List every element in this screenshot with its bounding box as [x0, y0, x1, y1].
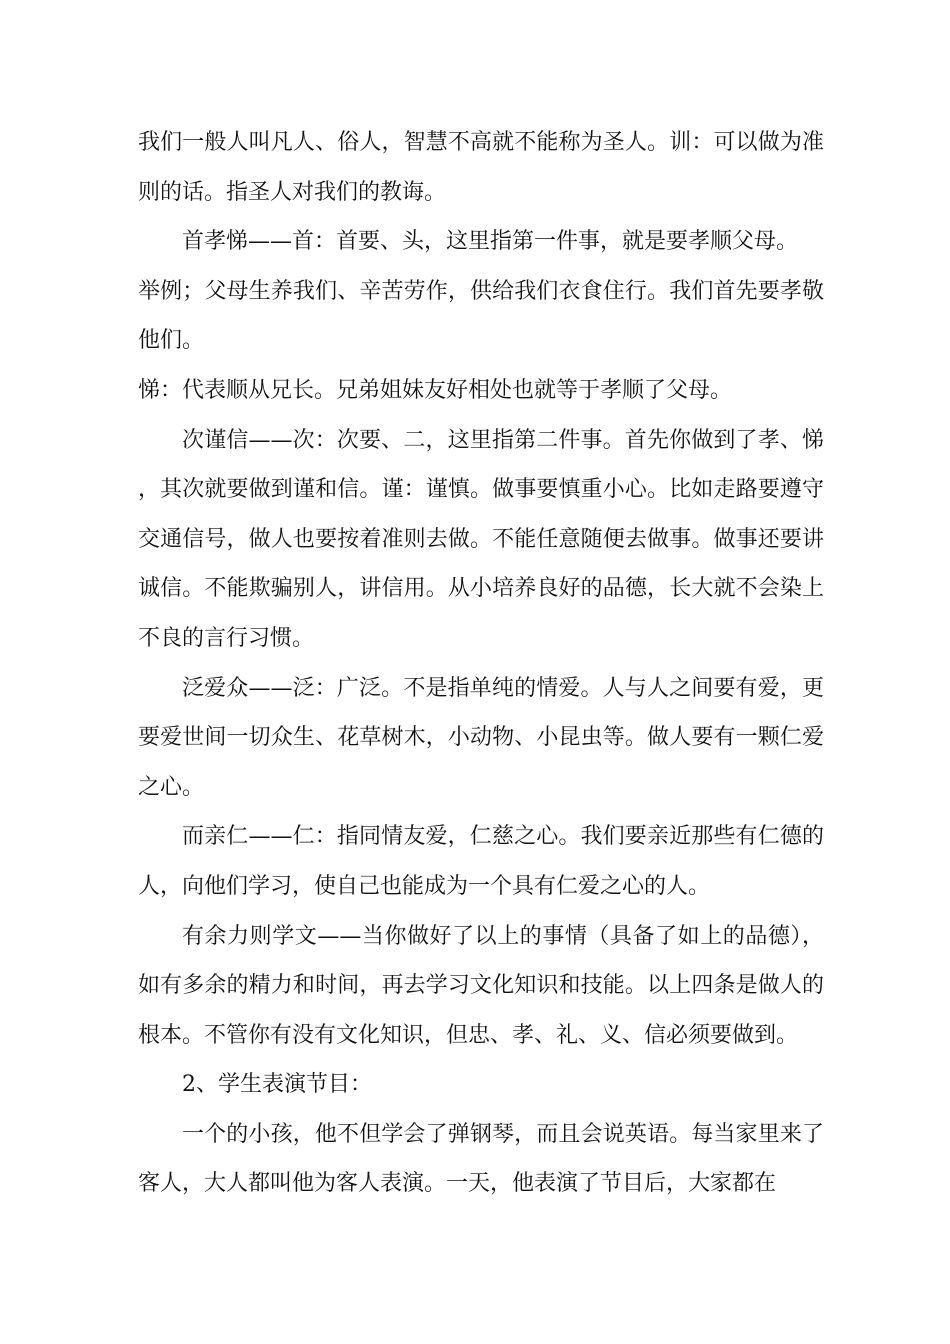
paragraph-filial-piety: 首孝悌——首：首要、头，这里指第一件事，就是要孝顺父母。 — [182, 229, 799, 255]
paragraph-student-performance-heading: 2、学生表演节目： — [182, 1072, 372, 1098]
paragraph-sage-definition: 我们一般人叫凡人、俗人，智慧不高就不能称为圣人。训：可以做为准则的话。指圣人对我们的教诲。 — [138, 130, 824, 205]
paragraph-caution-trust: 次谨信——次：次要、二，这里指第二件事。首先你做到了孝、悌，其次就要做到谨和信。谨：谨慎。做事要慎重小心。比如走路要遵守交通信号，做人也要按着准则去做。不能任意随便去做事。做事还要讲诚信。不能欺骗别人，讲信用。从小培养良好的品德，长大就不会染上不良的言行习惯。 — [138, 427, 824, 651]
paragraph-universal-love: 泛爱众——泛：广泛。不是指单纯的情爱。人与人之间要有爱，更要爱世间一切众生、花草树木，小动物、小昆虫等。做人要有一颗仁爱之心。 — [138, 675, 824, 800]
paragraph-spare-energy-study: 有余力则学文——当你做好了以上的事情（具备了如上的品德），如有多余的精力和时间，再去学习文化知识和技能。以上四条是做人的根本。不管你有没有文化知识，但忠、孝、礼、义、信必须要做到。 — [138, 923, 824, 1048]
paragraph-brotherly-respect: 悌：代表顺从兄长。兄弟姐妹友好相处也就等于孝顺了父母。 — [138, 377, 733, 403]
paragraph-child-story: 一个的小孩，他不但学会了弹钢琴，而且会说英语。每当家里来了客人，大人都叫他为客人表演。一天，他表演了节目后，大家都在 — [138, 1121, 824, 1197]
paragraph-approach-benevolence: 而亲仁——仁：指同情友爱，仁慈之心。我们要亲近那些有仁德的人，向他们学习，使自己也能成为一个具有仁爱之心的人。 — [138, 824, 824, 899]
document-body — [138, 118, 824, 1209]
paragraph-filial-example: 举例；父母生养我们、辛苦劳作，供给我们衣食住行。我们首先要孝敬他们。 — [138, 278, 824, 354]
